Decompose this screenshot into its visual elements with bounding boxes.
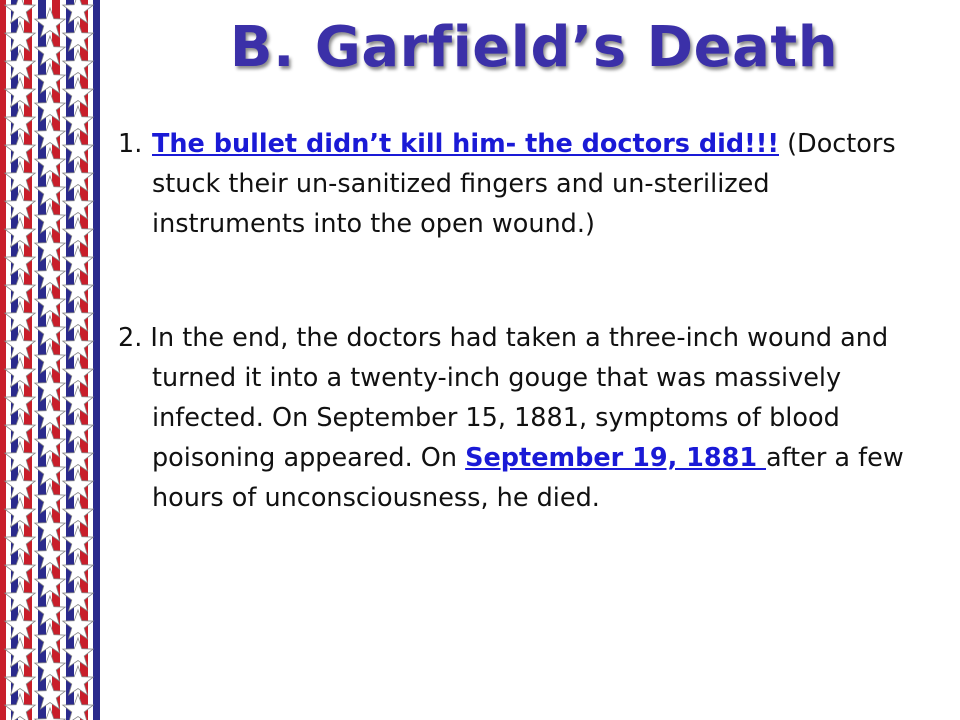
- border-stripe: [80, 0, 88, 720]
- border-stripe: [0, 0, 6, 720]
- border-stripe: [93, 0, 100, 720]
- slide-body: [118, 124, 930, 518]
- item-number: 1.: [118, 129, 143, 159]
- list-item: [118, 318, 930, 518]
- item-text: (Doctors stuck their un-sanitized fingers and un-sterilized instruments into the open wound.): [152, 129, 896, 239]
- death-date-link[interactable]: September 19, 1881: [465, 443, 766, 473]
- border-stripe: [24, 0, 32, 720]
- item-text: 2. In the end, the doctors had taken a three-inch wound and turned it into a twenty-inch gouge that was massively infected. On September 15, 1881, symptoms of blood poisoning appeared. On: [118, 323, 889, 473]
- page-title: B. Garfield’s Death: [229, 15, 839, 80]
- bullet-claim-link[interactable]: The bullet didn’t kill him- the doctors did!!!: [152, 129, 779, 159]
- patriotic-border: [0, 0, 100, 720]
- border-stripe: [66, 0, 74, 720]
- stripes-stars-icon: [0, 0, 100, 720]
- border-stripe: [88, 0, 93, 720]
- list-item: [118, 124, 930, 244]
- border-stripe: [32, 0, 38, 720]
- border-stripe: [11, 0, 18, 720]
- item-text: after a few hours of unconsciousness, he died.: [152, 443, 904, 513]
- border-stripe: [60, 0, 66, 720]
- border-stripe: [6, 0, 11, 720]
